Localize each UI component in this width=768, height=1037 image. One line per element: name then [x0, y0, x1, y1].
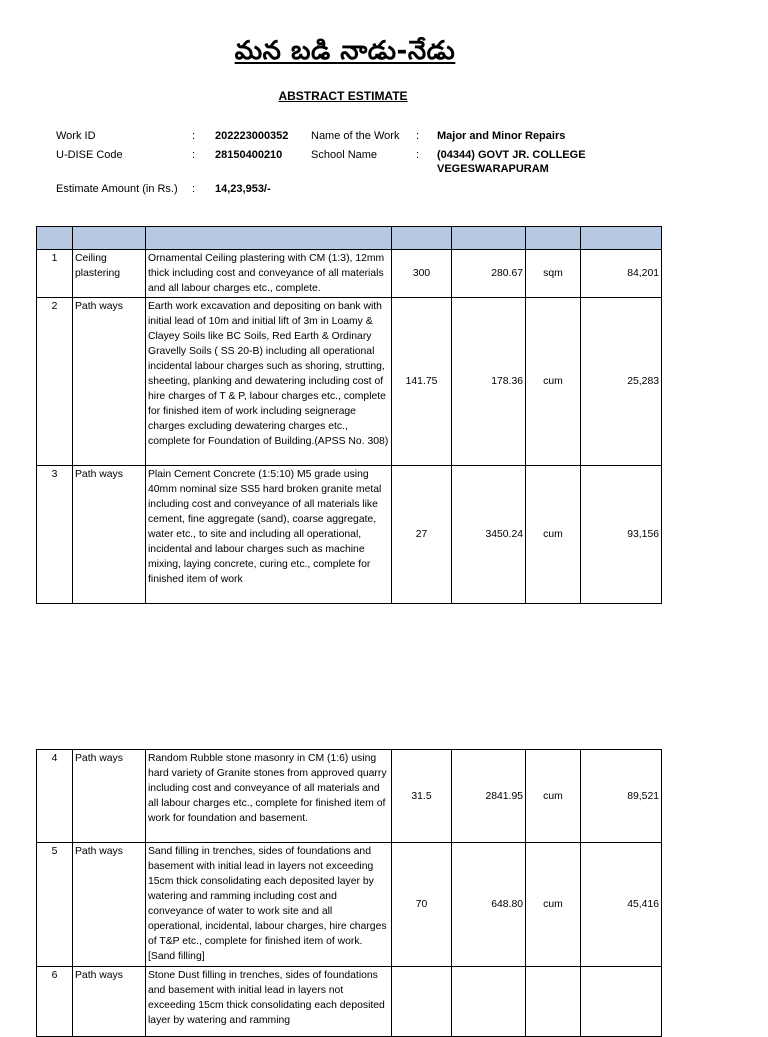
quantity: [392, 967, 452, 1037]
work-id-value: 202223000352: [215, 130, 289, 142]
header-cell: [526, 227, 581, 250]
amount: 25,283: [581, 298, 662, 466]
unit: cum: [526, 750, 581, 843]
school-name-label: School Name: [311, 149, 378, 161]
quantity: 141.75: [392, 298, 452, 466]
header-cell: [146, 227, 392, 250]
quantity: 70: [392, 843, 452, 967]
item-name: Path ways: [73, 843, 146, 967]
item-name: Path ways: [73, 750, 146, 843]
table-row: [37, 298, 662, 466]
rate: 280.67: [452, 250, 526, 298]
item-description: Sand filling in trenches, sides of foundations and basement with initial lead in layers not exceeding 15cm thick consolidating each deposited layer by watering and ramming including cost and conveyance of water to work site and all operational, incidental, labour charges, hire charges of T&P etc., complete for finished item of work.[Sand filling]: [146, 843, 392, 967]
colon: :: [416, 149, 420, 161]
name-of-work-value: Major and Minor Repairs: [437, 130, 566, 142]
name-of-work-label: Name of the Work: [311, 130, 400, 142]
item-name: Path ways: [73, 967, 146, 1037]
estimate-table: [36, 226, 662, 604]
unit: [526, 967, 581, 1037]
rate: [452, 967, 526, 1037]
amount: 89,521: [581, 750, 662, 843]
document-subtitle: ABSTRACT ESTIMATE: [278, 89, 408, 103]
item-description: Ornamental Ceiling plastering with CM (1:3), 12mm thick including cost and conveyance of all materials and all labour charges etc., complete.: [146, 250, 392, 298]
table-row: [37, 466, 662, 604]
header-cell: [452, 227, 526, 250]
colon: :: [416, 130, 420, 142]
quantity: 31.5: [392, 750, 452, 843]
colon: :: [192, 149, 196, 161]
rate: 3450.24: [452, 466, 526, 604]
header-cell: [37, 227, 73, 250]
unit: cum: [526, 843, 581, 967]
amount: 93,156: [581, 466, 662, 604]
item-name: Path ways: [73, 466, 146, 604]
item-description: Random Rubble stone masonry in CM (1:6) using hard variety of Granite stones from approved quarry including cost and conveyance of all materials and all labour charges etc., complete for finished item of work for foundation and basement.: [146, 750, 392, 843]
school-name-value: (04344) GOVT JR. COLLEGE VEGESWARAPURAM: [437, 149, 586, 175]
estimate-amount-value: 14,23,953/-: [215, 183, 271, 195]
item-description: Earth work excavation and depositing on bank with initial lead of 10m and initial lift of 3m in Loamy & Clayey Soils like BC Soils, Red Earth & Ordinary Gravelly Soils ( SS 20-B) including all operational incidental labour charges such as shoring, strutting, sheeting, planking and dewatering including cost of hire charges of T & P, labour charges etc., complete for finished item of work including seignerage charges excluding dewatering charges etc., complete for Foundation of Building.(APSS No. 308): [146, 298, 392, 466]
unit: cum: [526, 298, 581, 466]
estimate-amount-label: Estimate Amount (in Rs.): [56, 183, 178, 195]
serial-number: 6: [37, 967, 73, 1037]
rate: 648.80: [452, 843, 526, 967]
item-name: Ceiling plastering: [73, 250, 146, 298]
header-cell: [581, 227, 662, 250]
table-row: [37, 843, 662, 967]
item-description: Stone Dust filling in trenches, sides of foundations and basement with initial lead in layers not exceeding 15cm thick consolidating each deposited layer by watering and ramming: [146, 967, 392, 1037]
serial-number: 5: [37, 843, 73, 967]
rate: 2841.95: [452, 750, 526, 843]
table-header-row: [37, 227, 662, 250]
quantity: 300: [392, 250, 452, 298]
serial-number: 3: [37, 466, 73, 604]
amount: 84,201: [581, 250, 662, 298]
header-cell: [392, 227, 452, 250]
table-row: [37, 250, 662, 298]
table-row: [37, 750, 662, 843]
estimate-table-continued: [36, 749, 662, 1037]
table-row: [37, 967, 662, 1037]
colon: :: [192, 130, 196, 142]
item-description: Plain Cement Concrete (1:5:10) M5 grade using 40mm nominal size SS5 hard broken granite metal including cost and conveyance of all materials like cement, fine aggregate (sand), coarse aggregate, water etc., to site and including all operational, incidental and labour charges such as machine mixing, laying concrete, curing etc., complete for finished item of work: [146, 466, 392, 604]
quantity: 27: [392, 466, 452, 604]
work-id-label: Work ID: [56, 130, 96, 142]
udise-value: 28150400210: [215, 149, 283, 161]
serial-number: 2: [37, 298, 73, 466]
udise-label: U-DISE Code: [56, 149, 123, 161]
amount: [581, 967, 662, 1037]
serial-number: 1: [37, 250, 73, 298]
colon: :: [192, 183, 196, 195]
rate: 178.36: [452, 298, 526, 466]
serial-number: 4: [37, 750, 73, 843]
unit: sqm: [526, 250, 581, 298]
unit: cum: [526, 466, 581, 604]
item-name: Path ways: [73, 298, 146, 466]
header-cell: [73, 227, 146, 250]
page-title: మన బడి నాడు-నేడు: [234, 36, 456, 66]
amount: 45,416: [581, 843, 662, 967]
